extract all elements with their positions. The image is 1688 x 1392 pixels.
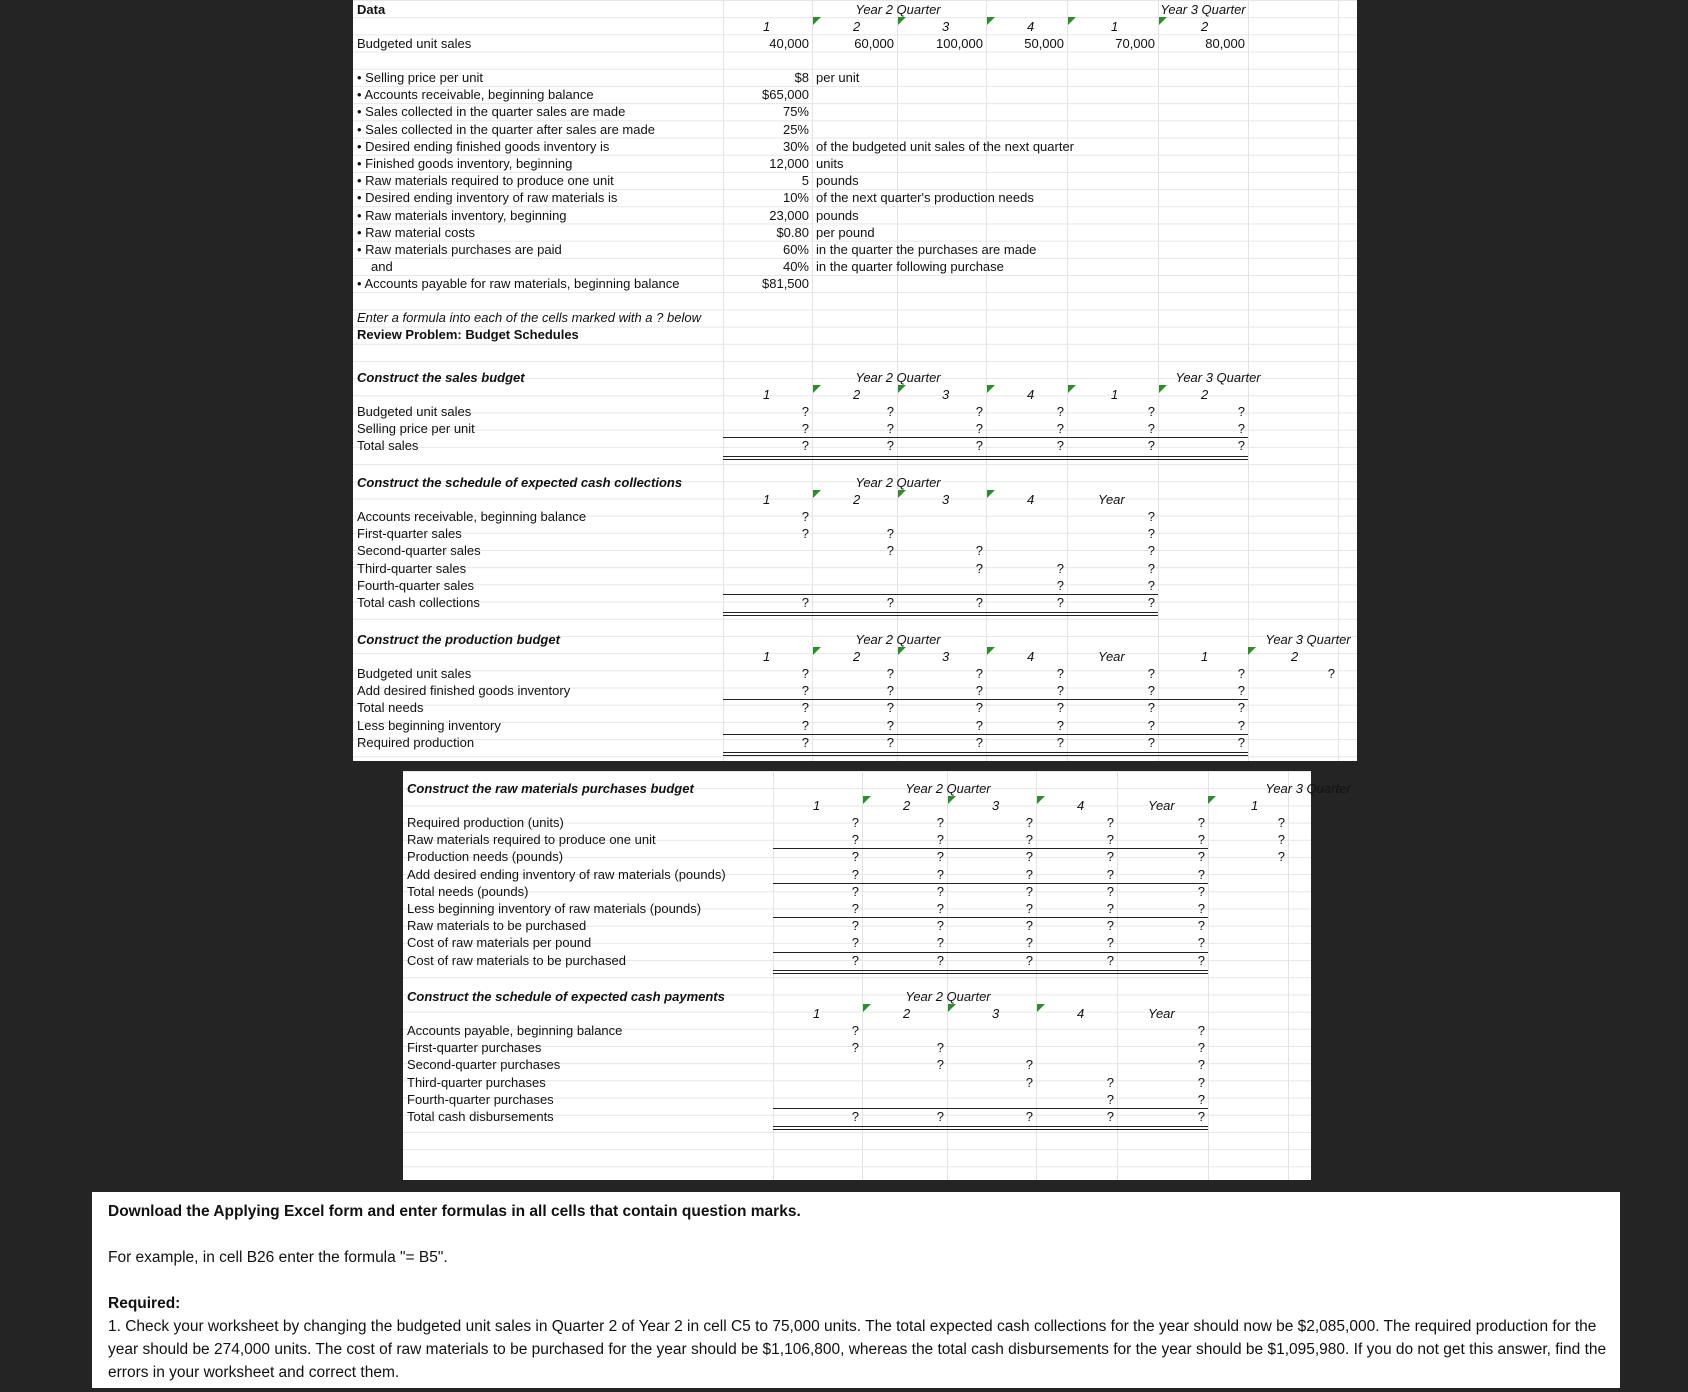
raw-row-label: Add desired ending inventory of raw materials (pounds) — [407, 866, 726, 882]
formula-cell: ? — [886, 683, 894, 699]
formula-cell: ? — [1147, 526, 1155, 542]
formula-cell: ? — [851, 883, 859, 899]
data-item-label: • Desired ending inventory of raw materials is — [357, 190, 618, 206]
formula-cell: ? — [1056, 683, 1064, 699]
formula-cell: ? — [1147, 734, 1155, 750]
section-quarter-label: 2 — [853, 649, 861, 664]
formula-cell: ? — [886, 526, 894, 542]
formula-cell: ? — [975, 421, 983, 437]
section-quarter-label: 1 — [763, 649, 771, 664]
data-item-note: of the next quarter's production needs — [816, 190, 1034, 206]
production-row-label: Required production — [357, 734, 475, 750]
formula-cell: ? — [1106, 1109, 1114, 1124]
data-q3: 3 — [942, 19, 950, 34]
section-quarter-label: 4 — [1027, 649, 1035, 664]
raw-row-label: Cost of raw materials to be purchased — [407, 952, 626, 968]
formula-cell: ? — [975, 666, 983, 681]
collections-row-label: Second-quarter sales — [357, 543, 481, 559]
data-item-value: $8 — [794, 70, 809, 85]
raw-materials-title: Construct the raw materials purchases budget — [407, 781, 694, 796]
instructions-example: For example, in cell B26 enter the formula "= B5". — [108, 1249, 448, 1266]
payments-row-label: Third-quarter purchases — [407, 1074, 546, 1090]
formula-cell: ? — [1025, 952, 1033, 968]
formula-cell: ? — [851, 1023, 859, 1038]
collections-row-label: Accounts receivable, beginning balance — [357, 509, 587, 524]
formula-cell: ? — [1106, 1074, 1114, 1090]
formula-cell: ? — [1197, 1109, 1205, 1124]
raw-row-label: Production needs (pounds) — [407, 849, 564, 865]
formula-cell: ? — [1147, 700, 1155, 716]
formula-cell: ? — [936, 952, 944, 968]
section-y3-quarter: 2 — [1291, 649, 1299, 664]
payments-row-label: Second-quarter purchases — [407, 1057, 561, 1073]
formula-cell: ? — [1197, 815, 1205, 830]
formula-cell: ? — [1197, 1040, 1205, 1056]
data-item-label: • Raw materials purchases are paid — [357, 242, 562, 257]
instructions-heading: Download the Applying Excel form and enter formulas in all cells that contain question marks. — [108, 1203, 801, 1220]
data-sales-q4: 50,000 — [1024, 36, 1064, 51]
formula-cell: ? — [1277, 832, 1285, 848]
raw-row-label: Raw materials required to produce one unit — [407, 832, 656, 848]
formula-cell: ? — [1056, 577, 1064, 593]
sales-row-label: Budgeted unit sales — [357, 404, 472, 419]
formula-cell: ? — [851, 849, 859, 865]
formula-cell: ? — [1147, 421, 1155, 437]
formula-cell: ? — [936, 815, 944, 830]
production-row-label: Total needs — [357, 700, 424, 716]
formula-cell: ? — [1106, 901, 1114, 916]
formula-cell: ? — [1147, 438, 1155, 454]
data-item-note: of the budgeted unit sales of the next quarter — [816, 138, 1075, 154]
formula-cell: ? — [975, 683, 983, 699]
spreadsheet-lower — [403, 771, 1351, 1180]
section-year3-header: Year 3 Quarter — [1265, 632, 1351, 647]
data-item-label: and — [371, 259, 393, 275]
formula-cell: ? — [1056, 700, 1064, 716]
data-q2: 2 — [853, 19, 861, 34]
formula-cell: ? — [851, 935, 859, 951]
formula-cell: ? — [1147, 543, 1155, 559]
data-sales-y3q2: 80,000 — [1205, 36, 1245, 51]
data-item-label: • Sales collected in the quarter sales are made — [357, 104, 626, 120]
section-year2-header: Year 2 Quarter — [905, 989, 991, 1004]
data-sales-y3q1: 70,000 — [1115, 36, 1155, 51]
collections-row-label: Fourth-quarter sales — [357, 577, 475, 593]
formula-cell: ? — [851, 1040, 859, 1056]
data-item-note: units — [816, 156, 844, 171]
production-row-label: Less beginning inventory — [357, 717, 501, 733]
section-quarter-label: 1 — [813, 1006, 821, 1021]
payments-row-label: Total cash disbursements — [407, 1109, 554, 1124]
formula-cell: ? — [801, 700, 809, 716]
formula-cell: ? — [1147, 595, 1155, 610]
section-year2-header: Year 2 Quarter — [855, 370, 941, 385]
formula-cell: ? — [1197, 1074, 1205, 1090]
collections-row-label: Third-quarter sales — [357, 560, 467, 576]
formula-cell: ? — [886, 421, 894, 437]
formula-cell: ? — [801, 683, 809, 699]
formula-cell: ? — [851, 1109, 859, 1124]
collections-title: Construct the schedule of expected cash collections — [357, 475, 683, 490]
formula-cell: ? — [936, 832, 944, 848]
formula-cell: ? — [1197, 918, 1205, 934]
data-item-note: pounds — [816, 207, 859, 223]
data-q1: 1 — [763, 19, 771, 34]
formula-cell: ? — [1025, 1057, 1033, 1073]
formula-cell: ? — [975, 717, 983, 733]
formula-cell: ? — [1025, 918, 1033, 934]
formula-cell: ? — [1277, 849, 1285, 865]
section-year2-header: Year 2 Quarter — [855, 632, 941, 647]
data-item-value: 10% — [782, 190, 809, 206]
formula-cell: ? — [1197, 901, 1205, 916]
formula-cell: ? — [1147, 577, 1155, 593]
formula-cell: ? — [886, 717, 894, 733]
collections-row-label: Total cash collections — [357, 595, 480, 610]
formula-cell: ? — [851, 832, 859, 848]
data-item-value: $65,000 — [762, 87, 809, 103]
formula-cell: ? — [1327, 666, 1335, 681]
formula-cell: ? — [1197, 952, 1205, 968]
formula-cell: ? — [1106, 815, 1114, 830]
section-quarter-label: 2 — [903, 798, 911, 813]
data-item-label: • Sales collected in the quarter after sales are made — [357, 121, 655, 137]
section-quarter-label: 1 — [813, 798, 821, 813]
formula-cell: ? — [851, 952, 859, 968]
formula-cell: ? — [886, 700, 894, 716]
formula-cell: ? — [1056, 595, 1064, 610]
formula-cell: ? — [1025, 866, 1033, 882]
section-year2-header: Year 2 Quarter — [905, 781, 991, 796]
formula-cell: ? — [1106, 832, 1114, 848]
required-text: 1. Check your worksheet by changing the budgeted unit sales in Quarter 2 of Year 2 in cell C5 to 75,000 units. The total expected cash collections for the year should now be $2,085,000. The required production for the year should be 274,000 units. The cost of raw materials to be purchased for the year should be $1,106,800, whereas the total cash disbursements for the year should be $1,095,980. If you do not get this answer, find the errors in your worksheet and correct them. — [108, 1318, 1607, 1381]
formula-cell: ? — [1237, 666, 1245, 681]
section-quarter-label: 3 — [942, 492, 950, 507]
formula-cell: ? — [1056, 666, 1064, 681]
formula-cell: ? — [886, 595, 894, 610]
formula-cell: ? — [801, 526, 809, 542]
formula-cell: ? — [1197, 1057, 1205, 1073]
section-year2-header: Year 2 Quarter — [855, 475, 941, 490]
formula-cell: ? — [1197, 1091, 1205, 1107]
formula-cell: ? — [975, 543, 983, 559]
section-year3-header: Year 3 Quarter — [1265, 781, 1351, 796]
formula-cell: ? — [851, 901, 859, 916]
data-sales-q2: 60,000 — [854, 36, 894, 51]
production-row-label: Budgeted unit sales — [357, 666, 472, 681]
section-quarter-label: 3 — [942, 649, 950, 664]
formula-cell: ? — [975, 595, 983, 610]
section-year-label: Year — [1098, 649, 1125, 664]
formula-cell: ? — [851, 866, 859, 882]
raw-row-label: Cost of raw materials per pound — [407, 935, 592, 951]
formula-cell: ? — [1106, 883, 1114, 899]
data-item-value: $0.80 — [776, 224, 809, 240]
data-year2-header: Year 2 Quarter — [855, 2, 941, 17]
formula-cell: ? — [1237, 683, 1245, 699]
formula-cell: ? — [936, 901, 944, 916]
formula-cell: ? — [886, 543, 894, 559]
data-item-note: per unit — [816, 70, 860, 85]
formula-cell: ? — [801, 421, 809, 437]
formula-cell: ? — [1147, 560, 1155, 576]
formula-cell: ? — [1025, 815, 1033, 830]
payments-row-label: Fourth-quarter purchases — [407, 1091, 554, 1107]
formula-cell: ? — [1237, 700, 1245, 716]
formula-cell: ? — [1056, 404, 1064, 419]
data-item-label: • Selling price per unit — [357, 70, 483, 85]
formula-cell: ? — [1197, 866, 1205, 882]
data-item-value: 25% — [782, 121, 809, 137]
formula-cell: ? — [1147, 404, 1155, 419]
section-quarter-label: 3 — [942, 387, 950, 402]
formula-cell: ? — [975, 700, 983, 716]
section-quarter-label: 4 — [1027, 387, 1035, 402]
collections-row-label: First-quarter sales — [357, 526, 462, 542]
formula-cell: ? — [1056, 560, 1064, 576]
data-y3q2: 2 — [1201, 19, 1209, 34]
cash-payments-title: Construct the schedule of expected cash payments — [407, 989, 725, 1004]
formula-cell: ? — [886, 666, 894, 681]
data-q4: 4 — [1027, 19, 1035, 34]
formula-cell: ? — [1197, 832, 1205, 848]
data-item-note: in the quarter the purchases are made — [816, 242, 1037, 257]
formula-cell: ? — [1025, 1109, 1033, 1124]
formula-cell: ? — [1277, 815, 1285, 830]
formula-cell: ? — [1197, 849, 1205, 865]
data-sales-q1: 40,000 — [769, 36, 809, 51]
formula-cell: ? — [851, 918, 859, 934]
production-title: Construct the production budget — [357, 632, 560, 647]
formula-cell: ? — [1025, 901, 1033, 916]
formula-cell: ? — [801, 509, 809, 524]
data-item-note: pounds — [816, 173, 859, 189]
section-year-label: Year — [1148, 798, 1175, 813]
data-item-value: 23,000 — [769, 207, 809, 223]
formula-cell: ? — [1197, 1023, 1205, 1038]
data-item-value: 75% — [782, 104, 809, 120]
data-item-value: 60% — [782, 242, 809, 257]
formula-cell: ? — [1025, 883, 1033, 899]
required-label: Required: — [108, 1295, 181, 1312]
formula-cell: ? — [1237, 404, 1245, 419]
payments-row-label: Accounts payable, beginning balance — [407, 1023, 623, 1038]
data-item-label: • Accounts payable for raw materials, beginning balance — [357, 276, 680, 292]
data-budgeted-label: Budgeted unit sales — [357, 36, 472, 51]
data-item-note: in the quarter following purchase — [816, 259, 1004, 275]
data-item-label: • Desired ending finished goods inventory is — [357, 138, 610, 154]
data-item-label: • Finished goods inventory, beginning — [357, 156, 573, 171]
raw-row-label: Less beginning inventory of raw materials (pounds) — [407, 901, 702, 916]
data-item-value: 12,000 — [769, 156, 809, 171]
formula-cell: ? — [1237, 734, 1245, 750]
formula-cell: ? — [936, 935, 944, 951]
formula-cell: ? — [1106, 866, 1114, 882]
formula-cell: ? — [1106, 1091, 1114, 1107]
sales-row-label: Selling price per unit — [357, 421, 475, 437]
data-item-value: $81,500 — [762, 276, 809, 292]
formula-cell: ? — [1237, 717, 1245, 733]
spreadsheet-upper — [353, 0, 1357, 761]
section-year-label: Year — [1148, 1006, 1175, 1021]
formula-cell: ? — [801, 595, 809, 610]
formula-cell: ? — [936, 849, 944, 865]
section-year3-header: Year 3 Quarter — [1175, 370, 1261, 385]
formula-cell: ? — [1106, 918, 1114, 934]
formula-cell: ? — [936, 866, 944, 882]
payments-row-label: First-quarter purchases — [407, 1040, 542, 1056]
formula-cell: ? — [1106, 952, 1114, 968]
formula-cell: ? — [936, 1040, 944, 1056]
formula-cell: ? — [1056, 438, 1064, 454]
formula-cell: ? — [801, 717, 809, 733]
raw-row-label: Required production (units) — [407, 815, 564, 830]
formula-cell: ? — [1025, 1074, 1033, 1090]
section-quarter-label: 2 — [853, 492, 861, 507]
formula-cell: ? — [936, 1057, 944, 1073]
instructions-panel — [92, 1192, 1620, 1388]
section-year-label: Year — [1098, 492, 1125, 507]
data-item-value: 40% — [782, 259, 809, 275]
data-item-value: 30% — [782, 138, 809, 154]
formula-cell: ? — [1147, 683, 1155, 699]
section-y3-quarter: 2 — [1201, 387, 1209, 402]
formula-cell: ? — [1197, 935, 1205, 951]
data-item-label: • Raw materials required to produce one unit — [357, 173, 614, 189]
section-y3-quarter: 1 — [1111, 387, 1119, 402]
formula-cell: ? — [975, 438, 983, 454]
formula-cell: ? — [936, 883, 944, 899]
data-item-label: • Raw materials inventory, beginning — [357, 207, 567, 223]
data-title: Data — [357, 2, 386, 17]
formula-cell: ? — [1025, 832, 1033, 848]
formula-cell: ? — [936, 918, 944, 934]
formula-cell: ? — [1025, 849, 1033, 865]
formula-cell: ? — [975, 404, 983, 419]
formula-cell: ? — [1056, 717, 1064, 733]
section-y3-quarter: 1 — [1251, 798, 1259, 813]
section-quarter-label: 1 — [763, 387, 771, 402]
formula-cell: ? — [1106, 849, 1114, 865]
data-item-label: • Raw material costs — [357, 224, 475, 240]
formula-cell: ? — [1237, 438, 1245, 454]
intro-line: Enter a formula into each of the cells marked with a ? below — [357, 310, 701, 325]
data-item-label: • Accounts receivable, beginning balance — [357, 87, 594, 103]
formula-cell: ? — [801, 438, 809, 454]
data-item-value: 5 — [801, 173, 809, 189]
formula-cell: ? — [801, 666, 809, 681]
formula-cell: ? — [1056, 421, 1064, 437]
section-quarter-label: 4 — [1027, 492, 1035, 507]
data-item-note: per pound — [816, 224, 875, 240]
raw-row-label: Raw materials to be purchased — [407, 918, 587, 934]
section-quarter-label: 4 — [1077, 1006, 1085, 1021]
formula-cell: ? — [1197, 883, 1205, 899]
formula-cell: ? — [801, 734, 809, 750]
review-title: Review Problem: Budget Schedules — [357, 327, 579, 342]
formula-cell: ? — [886, 404, 894, 419]
production-row-label: Add desired finished goods inventory — [357, 683, 571, 699]
formula-cell: ? — [936, 1109, 944, 1124]
section-quarter-label: 2 — [903, 1006, 911, 1021]
formula-cell: ? — [975, 560, 983, 576]
sales-row-label: Total sales — [357, 438, 419, 454]
section-y3-quarter: 1 — [1201, 649, 1209, 664]
formula-cell: ? — [975, 734, 983, 750]
formula-cell: ? — [801, 404, 809, 419]
section-quarter-label: 2 — [853, 387, 861, 402]
data-y3q1: 1 — [1111, 19, 1119, 34]
data-year3-header: Year 3 Quarter — [1160, 2, 1246, 17]
formula-cell: ? — [1025, 935, 1033, 951]
formula-cell: ? — [886, 734, 894, 750]
section-quarter-label: 4 — [1077, 798, 1085, 813]
section-quarter-label: 3 — [992, 798, 1000, 813]
sales-budget-title: Construct the sales budget — [357, 370, 525, 385]
formula-cell: ? — [1106, 935, 1114, 951]
formula-cell: ? — [1147, 717, 1155, 733]
formula-cell: ? — [886, 438, 894, 454]
formula-cell: ? — [1056, 734, 1064, 750]
formula-cell: ? — [851, 815, 859, 830]
raw-row-label: Total needs (pounds) — [407, 883, 529, 899]
data-sales-q3: 100,000 — [936, 36, 983, 51]
formula-cell: ? — [1147, 509, 1155, 524]
formula-cell: ? — [1147, 666, 1155, 681]
section-quarter-label: 3 — [992, 1006, 1000, 1021]
formula-cell: ? — [1237, 421, 1245, 437]
section-quarter-label: 1 — [763, 492, 771, 507]
